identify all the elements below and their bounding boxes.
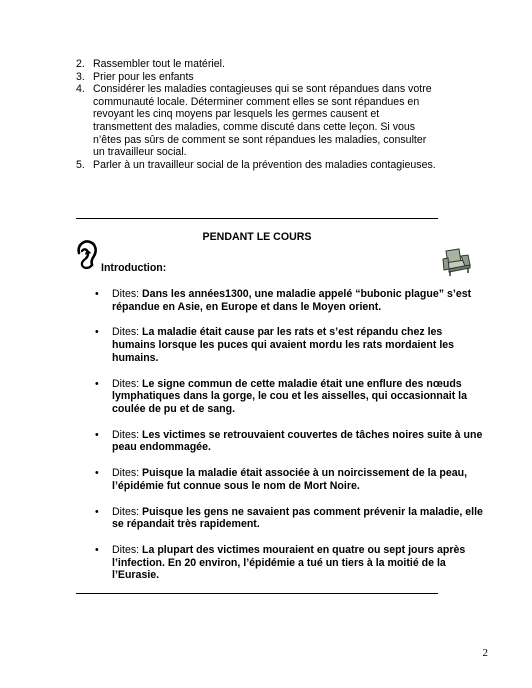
section-divider-bottom xyxy=(76,593,438,594)
say-prefix: Dites: xyxy=(112,428,143,441)
list-item xyxy=(76,83,436,159)
item-text: Parler à un travailleur social de la prévention des maladies contagieuses. xyxy=(93,158,436,171)
say-text: Le signe commun de cette maladie était une enflure des nœuds lymphatiques dans la gorge, le cou et les aisselles, qui occasionnait la coulée de pu et de sang. xyxy=(112,377,468,415)
preparation-list xyxy=(76,58,436,171)
list-item xyxy=(92,544,484,582)
list-item xyxy=(92,378,484,416)
bullet-icon: • xyxy=(95,467,99,480)
item-number: 5. xyxy=(76,158,85,171)
list-item xyxy=(92,429,484,454)
say-prefix: Dites: xyxy=(112,377,143,390)
bullet-icon: • xyxy=(95,544,99,557)
section-divider-top xyxy=(76,218,438,219)
page-number: 2 xyxy=(482,647,488,659)
say-text: Puisque les gens ne savaient pas comment prévenir la maladie, elle se répandait très rapidement. xyxy=(112,505,483,531)
say-text: Les victimes se retrouvaient couvertes de tâches noires suite à une peau endommagée. xyxy=(112,428,483,454)
list-item xyxy=(92,467,484,492)
armchair-icon xyxy=(441,247,473,277)
item-number: 2. xyxy=(76,58,85,70)
item-text: Rassembler tout le matériel. xyxy=(93,58,225,70)
say-prefix: Dites: xyxy=(112,326,143,339)
ear-icon xyxy=(76,240,98,270)
item-number: 4. xyxy=(76,83,85,96)
item-text: Prier pour les enfants xyxy=(93,70,194,83)
item-number: 3. xyxy=(76,70,85,83)
say-prefix: Dites: xyxy=(112,288,143,300)
bullet-icon: • xyxy=(95,377,99,390)
item-text: Considérer les maladies contagieuses qui se sont répandues dans votre communauté locale. Déterminer comment elles se sont répandues en revoyant les cinq moyens par lesquels les germes causent et transmettent des maladies, comme discuté dans cette leçon. Si vous n’êtes pas sûrs de comment se sont répandues les maladies, consulter un travailleur social. xyxy=(93,83,432,159)
say-prefix: Dites: xyxy=(112,467,143,480)
introduction-heading: Introduction: xyxy=(101,262,167,274)
bullet-icon: • xyxy=(95,428,99,441)
say-text: La plupart des victimes mouraient en quatre ou sept jours après l’infection. En 20 environ, l’épidémie a tué un tiers à la moitié de la l’Eurasie. xyxy=(112,544,466,582)
section-heading: PENDANT LE COURS xyxy=(202,231,312,243)
bullet-icon: • xyxy=(95,326,99,339)
list-item xyxy=(92,288,484,313)
list-item xyxy=(92,326,484,364)
bullet-icon: • xyxy=(95,288,99,300)
list-item xyxy=(76,58,436,71)
list-item xyxy=(76,159,436,172)
teacher-script-list xyxy=(92,288,484,595)
list-item xyxy=(92,506,484,531)
say-prefix: Dites: xyxy=(112,505,143,518)
list-item xyxy=(76,71,436,84)
bullet-icon: • xyxy=(95,505,99,518)
say-text: Dans les années1300, une maladie appelé “bubonic plague” s’est répandue en Asie, en Europe et dans le Moyen orient. xyxy=(112,288,472,313)
say-text: Puisque la maladie était associée à un noircissement de la peau, l’épidémie fut connue sous le nom de Mort Noire. xyxy=(112,467,468,492)
say-prefix: Dites: xyxy=(112,544,143,557)
say-text: La maladie était cause par les rats et s’est répandu chez les humains lorsque les puces qui avaient mordu les rats mordaient les humains. xyxy=(112,326,455,364)
